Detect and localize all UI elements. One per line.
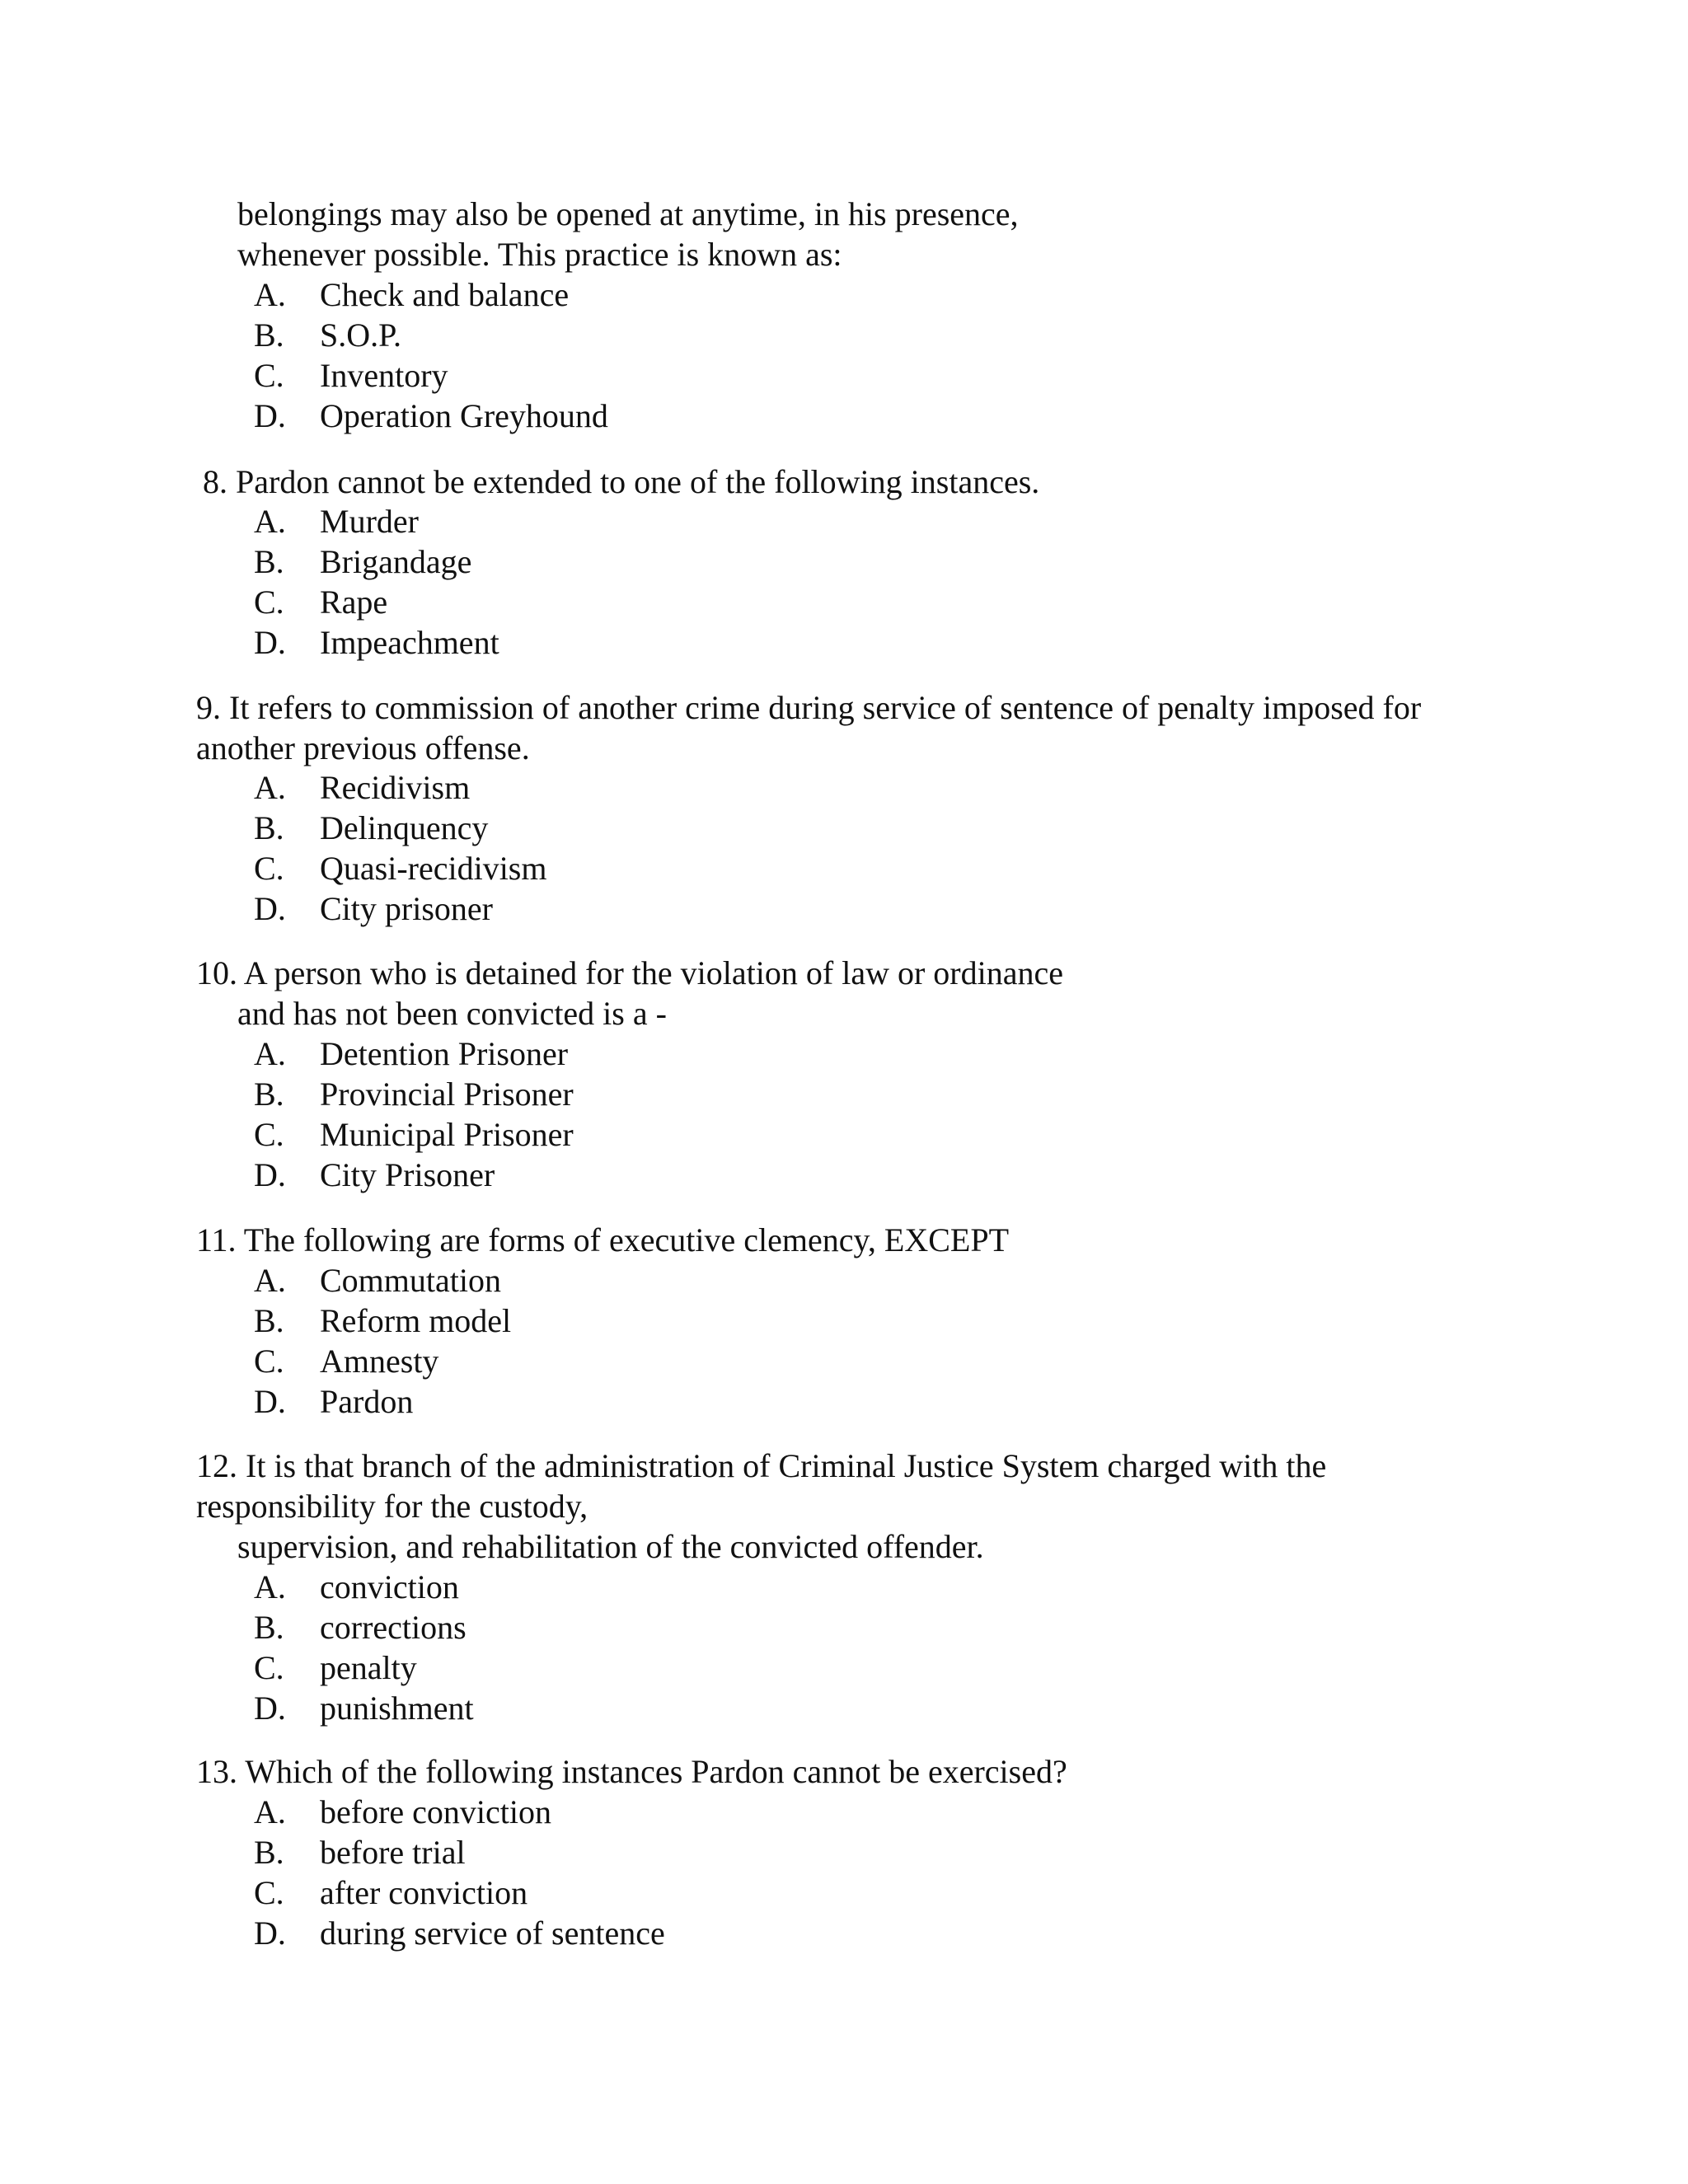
option-a: [0, 1261, 989, 1301]
option-text: Reform model: [320, 1302, 512, 1339]
option-text: Detention Prisoner: [320, 1035, 569, 1072]
option-letter: D.: [254, 1156, 286, 1193]
option-text: Quasi-recidivism: [320, 850, 547, 887]
option-a: [0, 768, 989, 808]
option-letter: C.: [254, 583, 284, 621]
option-letter: A.: [254, 1262, 286, 1299]
question-text-line: 9. It refers to commission of another crime during service of sentence of penalty imposed for: [196, 689, 1422, 726]
option-b: [0, 1301, 989, 1341]
option-a: [0, 275, 989, 315]
option-letter: C.: [254, 357, 284, 394]
question-text-line: another previous offense.: [196, 729, 530, 766]
option-b: [0, 316, 989, 355]
option-text: before trial: [320, 1834, 466, 1871]
option-text: Impeachment: [320, 624, 499, 661]
option-text: during service of sentence: [320, 1915, 665, 1952]
option-letter: B.: [254, 1302, 284, 1339]
option-letter: C.: [254, 1874, 284, 1911]
option-text: City prisoner: [320, 890, 493, 927]
option-c: [0, 1648, 989, 1688]
option-text: Rape: [320, 583, 388, 621]
option-c: [0, 356, 989, 396]
option-text: Murder: [320, 503, 419, 540]
option-text: S.O.P.: [320, 316, 401, 354]
option-c: [0, 1873, 989, 1913]
option-text: Brigandage: [320, 543, 472, 580]
option-text: after conviction: [320, 1874, 528, 1911]
option-b: [0, 1833, 989, 1872]
option-a: [0, 1793, 989, 1832]
option-c: [0, 1115, 989, 1155]
option-letter: C.: [254, 850, 284, 887]
question-text-line: 12. It is that branch of the administration of Criminal Justice System charged with the: [196, 1447, 1327, 1484]
option-d: [0, 623, 989, 663]
option-letter: A.: [254, 1035, 286, 1072]
option-letter: B.: [254, 809, 284, 846]
question-text-line: 10. A person who is detained for the violation of law or ordinance: [196, 954, 1063, 991]
option-d: [0, 1689, 989, 1728]
option-c: [0, 849, 989, 888]
question-text-line: responsibility for the custody,: [196, 1488, 588, 1525]
question-text-line: whenever possible. This practice is known as:: [237, 236, 842, 273]
option-letter: C.: [254, 1649, 284, 1686]
option-text: penalty: [320, 1649, 417, 1686]
option-a: [0, 1034, 989, 1074]
option-letter: C.: [254, 1343, 284, 1380]
option-text: Check and balance: [320, 276, 570, 313]
question-text-line: 8. Pardon cannot be extended to one of the following instances.: [203, 463, 1040, 500]
option-text: Municipal Prisoner: [320, 1116, 574, 1153]
option-text: Provincial Prisoner: [320, 1076, 574, 1113]
option-letter: D.: [254, 1690, 286, 1727]
option-text: corrections: [320, 1609, 467, 1646]
option-b: [0, 1075, 989, 1114]
option-letter: C.: [254, 1116, 284, 1153]
option-letter: A.: [254, 276, 286, 313]
option-letter: B.: [254, 1076, 284, 1113]
option-d: [0, 889, 989, 929]
option-letter: A.: [254, 769, 286, 806]
option-letter: B.: [254, 543, 284, 580]
option-letter: A.: [254, 1793, 286, 1830]
option-c: [0, 583, 989, 622]
option-letter: B.: [254, 1609, 284, 1646]
option-text: Recidivism: [320, 769, 471, 806]
option-text: Inventory: [320, 357, 448, 394]
option-text: Pardon: [320, 1383, 414, 1420]
option-letter: D.: [254, 397, 286, 434]
question-text-line: supervision, and rehabilitation of the convicted offender.: [237, 1528, 984, 1565]
option-letter: D.: [254, 890, 286, 927]
option-text: conviction: [320, 1568, 459, 1605]
option-text: Operation Greyhound: [320, 397, 608, 434]
option-d: [0, 1382, 989, 1422]
option-letter: A.: [254, 503, 286, 540]
option-d: [0, 1914, 989, 1953]
option-letter: D.: [254, 624, 286, 661]
question-text-line: 11. The following are forms of executive clemency, EXCEPT: [196, 1221, 1009, 1258]
option-text: before conviction: [320, 1793, 551, 1830]
option-letter: D.: [254, 1383, 286, 1420]
option-text: Amnesty: [320, 1343, 439, 1380]
question-text-line: belongings may also be opened at anytime, in his presence,: [237, 195, 1019, 232]
option-text: Delinquency: [320, 809, 489, 846]
option-text: Commutation: [320, 1262, 501, 1299]
question-text-line: and has not been convicted is a -: [237, 995, 667, 1032]
option-a: [0, 502, 989, 541]
option-letter: D.: [254, 1915, 286, 1952]
option-text: punishment: [320, 1690, 474, 1727]
option-letter: A.: [254, 1568, 286, 1605]
option-d: [0, 396, 989, 436]
option-b: [0, 808, 989, 848]
option-b: [0, 1608, 989, 1647]
option-c: [0, 1342, 989, 1381]
option-b: [0, 542, 989, 582]
option-a: [0, 1568, 989, 1607]
option-d: [0, 1155, 989, 1195]
option-letter: B.: [254, 316, 284, 354]
question-text-line: 13. Which of the following instances Pardon cannot be exercised?: [196, 1753, 1067, 1790]
option-text: City Prisoner: [320, 1156, 495, 1193]
option-letter: B.: [254, 1834, 284, 1871]
